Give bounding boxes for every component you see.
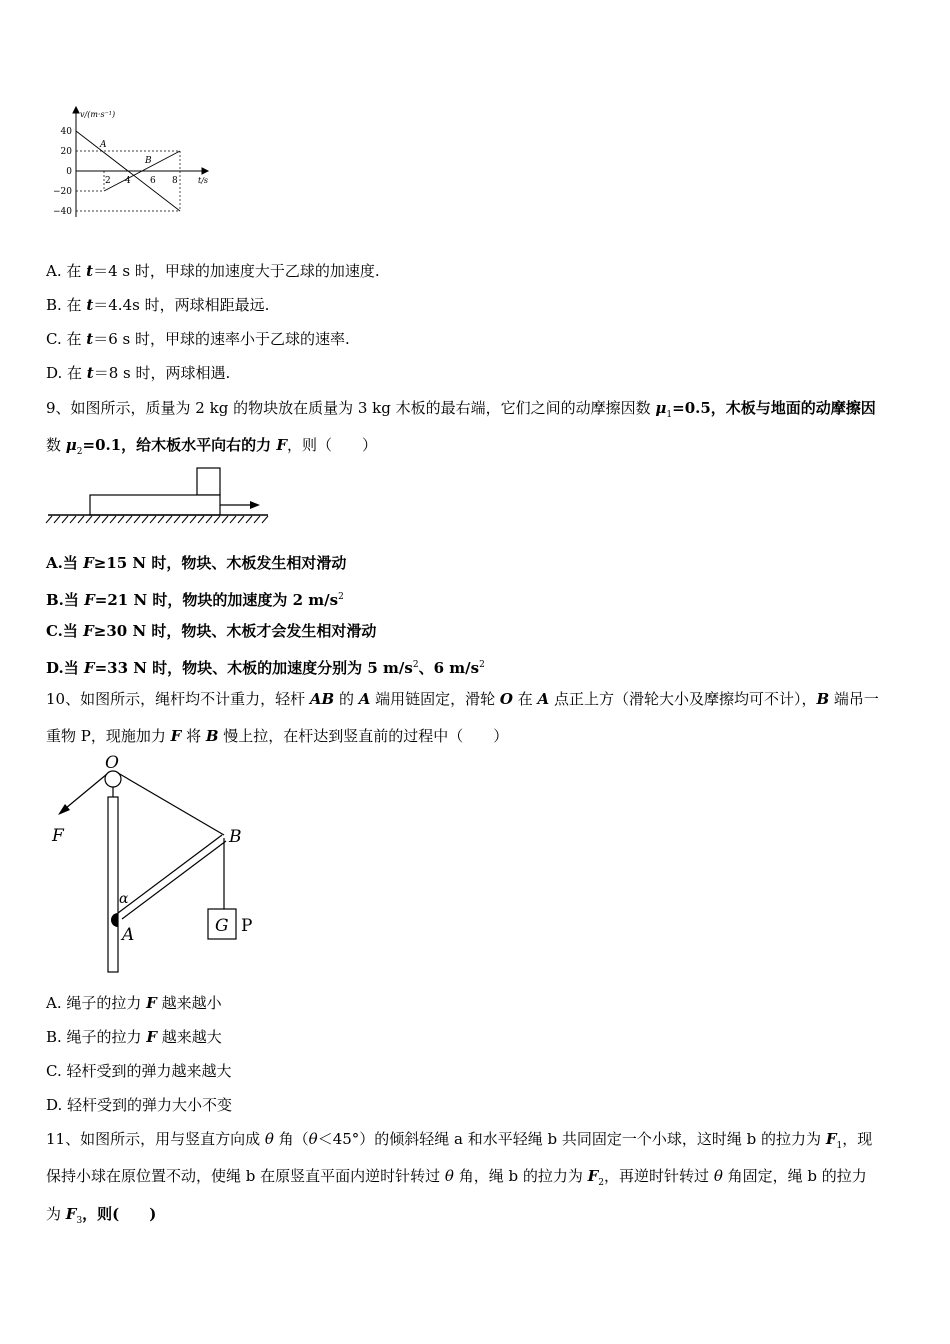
q10-option-a[interactable]: A. 绳子的拉力 F 越来越小 [46,994,222,1012]
label-b: B [229,827,242,847]
q8-option-b[interactable]: B. 在 t＝4.4s 时，两球相距最远. [46,296,270,314]
rod-pulley-figure [46,755,276,980]
q11-stem-line1: 11、如图所示，用与竖直方向成 θ 角（θ＜45°）的倾斜轻绳 a 和水平轻绳 b 共同固定一个小球，这时绳 b 的拉力为 $F_1$，现 [46,1130,873,1151]
line-a-label: A [100,140,107,150]
q8-option-d[interactable]: D. 在 t＝8 s 时，两球相遇. [46,364,231,382]
label-g: G [215,916,229,936]
q8-option-c[interactable]: C. 在 t＝6 s 时，甲球的速率小于乙球的速率. [46,330,350,348]
q8-option-a[interactable]: A. 在 t＝4 s 时，甲球的加速度大于乙球的加速度. [46,262,380,280]
y-tick: 40 [60,127,72,137]
q9-option-c[interactable]: C.当 F≥30 N 时，物块、木板才会发生相对滑动 [46,622,377,640]
rod-ab-edge2 [122,841,226,919]
q9-option-b[interactable]: B.当 F=21 N 时，物块的加速度为 2 $m/s^2$ [46,591,344,609]
line-b-label: B [145,156,152,166]
q9-option-a[interactable]: A.当 F≥15 N 时，物块、木板发生相对滑动 [46,554,347,572]
q9-stem-line1: 9、如图所示，质量为 2 kg 的物块放在质量为 3 kg 木板的最右端，它们之间的动摩擦因数 $\mu_1=0.5$，木板与地面的动摩擦因 [46,399,876,420]
q10-option-b[interactable]: B. 绳子的拉力 F 越来越大 [46,1028,222,1046]
q9-option-d[interactable]: D.当 F=33 N 时，物块、木板的加速度分别为 5 $m/s^2$、6 $m/s^2$ [46,659,485,677]
y-tick: 0 [66,167,72,177]
q11-stem-line2: 保持小球在原位置不动，使绳 b 在原竖直平面内逆时针转过 θ 角，绳 b 的拉力为 $F_2$，再逆时针转过 θ 角固定，绳 b 的拉力 [46,1167,867,1188]
board [90,495,220,515]
label-p: P [241,916,253,936]
q10-option-d[interactable]: D. 轻杆受到的弹力大小不变 [46,1096,233,1114]
x-tick: 6 [150,176,156,186]
label-a: A [122,925,135,945]
label-o: O [105,753,119,773]
q9-stem-line2: 数 $\mu_2=0.1$，给木板水平向右的力 F，则（ ） [46,436,378,457]
force-arrowhead [250,501,260,509]
q10-stem-line2: 重物 P，现施加力 F 将 B 慢上拉，在杆达到竖直前的过程中（ ） [46,727,509,745]
y-tick: 20 [60,147,72,157]
rope-to-b [118,773,224,835]
x-tick: 2 [105,176,111,186]
vertical-pole [108,797,118,972]
q10-option-c[interactable]: C. 轻杆受到的弹力越来越大 [46,1062,232,1080]
x-tick: 8 [172,176,178,186]
block-board-figure [46,466,276,528]
q11-stem-line3: 为 $F_3$，则( ) [46,1205,157,1226]
label-alpha: α [119,891,129,907]
x-tick: 4 [125,176,131,186]
x-axis-arrow [202,168,208,174]
q10-stem-line1: 10、如图所示，绳杆均不计重力，轻杆 AB 的 A 端用链固定，滑轮 O 在 A 点正上方（滑轮大小及摩擦均可不计），B 端吊一 [46,690,879,708]
block [197,468,220,495]
ground-hatching [46,516,268,523]
vt-graph [50,105,225,235]
rod-ab-edge1 [118,835,222,913]
label-f: F [52,826,64,846]
y-tick: −40 [53,207,72,217]
y-tick: −20 [53,187,72,197]
y-axis-arrow [73,107,79,113]
x-axis-label: t/s [198,176,209,185]
y-axis-label: v/(m·s⁻¹) [80,110,116,119]
